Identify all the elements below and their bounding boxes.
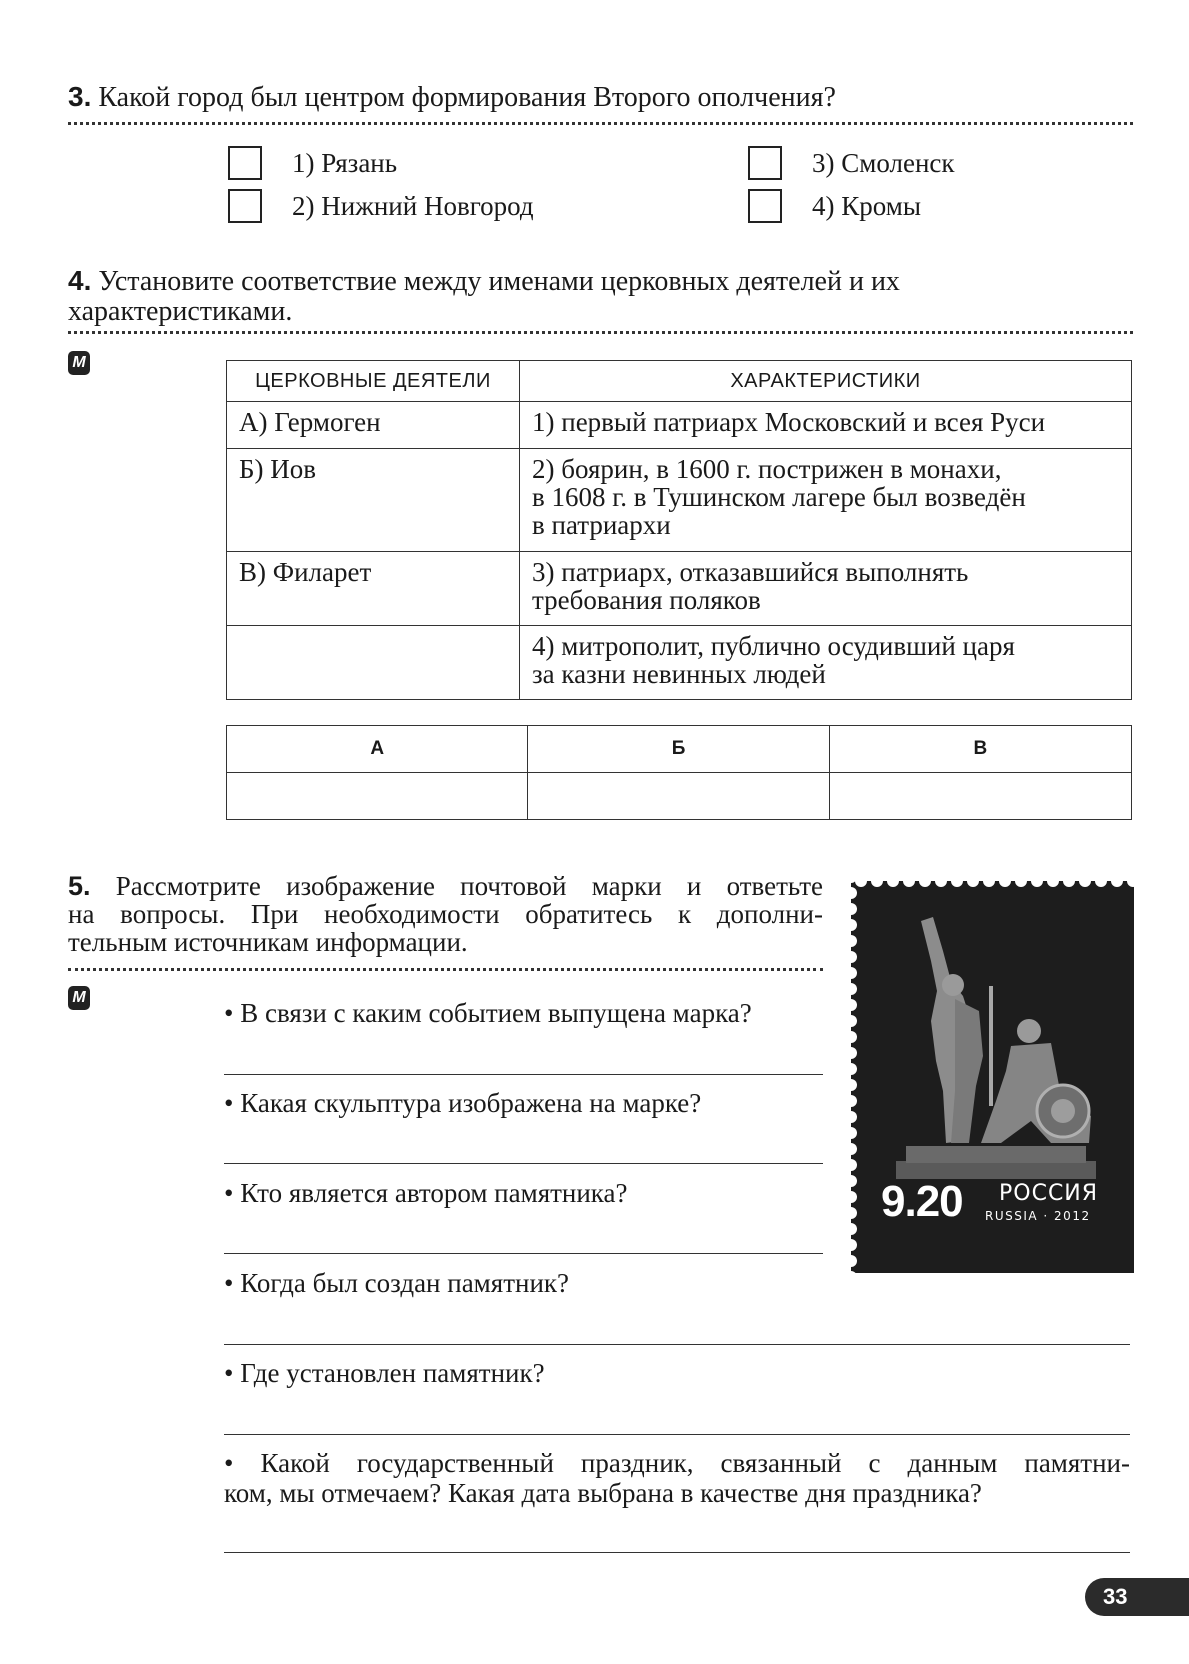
- checkbox[interactable]: [228, 146, 262, 180]
- page-number: 33: [1085, 1578, 1189, 1616]
- answer-header-b: Б: [528, 726, 829, 773]
- checkbox[interactable]: [748, 146, 782, 180]
- divider: [68, 331, 1133, 334]
- answer-table: [226, 725, 1132, 820]
- option-label: 4) Кромы: [812, 190, 921, 221]
- method-icon: М: [68, 986, 90, 1010]
- option-1[interactable]: [228, 146, 397, 180]
- answer-header-a: А: [227, 726, 528, 773]
- person-cell: А) Гермоген: [227, 402, 520, 449]
- postage-stamp: [851, 881, 1134, 1273]
- description-line: 1) первый патриарх Московский и всея Руси: [532, 407, 1046, 437]
- answer-line[interactable]: [224, 1552, 1130, 1553]
- description-line: 3) патриарх, отказавшийся выполнять: [532, 557, 969, 587]
- table-row: [227, 402, 1132, 449]
- question-4-number: 4.: [68, 265, 92, 296]
- question-3-text: Какой город был центром формирования Второго ополчения?: [98, 82, 836, 113]
- question-item: • Кто является автором памятника?: [224, 1178, 628, 1208]
- question-5-line: Рассмотрите изображение почтовой марки и ответьте: [115, 871, 823, 901]
- description-line: требования поляков: [532, 585, 761, 615]
- description-line: 2) боярин, в 1600 г. пострижен в монахи,: [532, 454, 1002, 484]
- option-label: 2) Нижний Новгород: [292, 190, 534, 221]
- answer-cell-a[interactable]: [227, 773, 528, 820]
- answer-line[interactable]: [224, 1074, 823, 1075]
- question-3-title: [68, 82, 836, 113]
- answer-cell-v[interactable]: [829, 773, 1131, 820]
- checkbox[interactable]: [228, 189, 262, 223]
- answer-line[interactable]: [224, 1344, 1130, 1345]
- table-row: [227, 626, 1132, 700]
- method-icon: М: [68, 351, 90, 375]
- table-row: [227, 449, 1132, 552]
- answer-line[interactable]: [224, 1253, 823, 1254]
- answer-line[interactable]: [224, 1163, 823, 1164]
- question-5-line: тельным источникам информации.: [68, 927, 468, 957]
- answer-cell-b[interactable]: [528, 773, 829, 820]
- question-3-number: 3.: [68, 81, 92, 112]
- column-header: ЦЕРКОВНЫЕ ДЕЯТЕЛИ: [227, 361, 520, 402]
- question-4-title: [68, 266, 900, 327]
- divider: [68, 122, 1133, 125]
- description-cell: [520, 449, 1132, 552]
- column-header: ХАРАКТЕРИСТИКИ: [520, 361, 1132, 402]
- monument-illustration: [896, 917, 1096, 1179]
- option-label: 3) Смоленск: [812, 147, 955, 178]
- option-label: 1) Рязань: [292, 147, 398, 178]
- stamp-subtitle: RUSSIA · 2012: [985, 1209, 1091, 1223]
- question-item: • Какая скульптура изображена на марке?: [224, 1088, 702, 1118]
- question-5-text: [68, 872, 823, 956]
- divider: [68, 968, 823, 971]
- option-3[interactable]: [748, 146, 955, 180]
- question-4-text: Установите соответствие между именами церковных деятелей и их: [98, 266, 900, 297]
- question-5-number: 5.: [68, 871, 91, 901]
- stamp-price: 9.20: [881, 1177, 963, 1226]
- description-line: в патриархи: [532, 510, 671, 540]
- question-item-line: • Какой государственный праздник, связанный с данным памятни-: [224, 1448, 1130, 1478]
- description-cell: [520, 552, 1132, 626]
- question-item-line: ком, мы отмечаем? Какая дата выбрана в качестве дня праздника?: [224, 1478, 982, 1508]
- question-5-line: на вопросы. При необходимости обратитесь к дополни-: [68, 899, 823, 929]
- description-line: за казни невинных людей: [532, 659, 826, 689]
- question-item: • В связи с каким событием выпущена марка?: [224, 998, 752, 1028]
- question-item: • Где установлен памятник?: [224, 1358, 545, 1388]
- question-item: • Когда был создан памятник?: [224, 1268, 569, 1298]
- matching-table: [226, 360, 1132, 700]
- description-line: 4) митрополит, публично осудивший царя: [532, 631, 1015, 661]
- person-cell: В) Филарет: [227, 552, 520, 626]
- table-row: [227, 552, 1132, 626]
- checkbox[interactable]: [748, 189, 782, 223]
- answer-line[interactable]: [224, 1434, 1130, 1435]
- person-cell: [227, 626, 520, 700]
- stamp-country: РОССИЯ: [999, 1181, 1099, 1206]
- description-cell: [520, 402, 1132, 449]
- answer-header-v: В: [829, 726, 1131, 773]
- question-4-text-line2: характеристиками.: [68, 296, 293, 327]
- person-cell: Б) Иов: [227, 449, 520, 552]
- option-4[interactable]: [748, 189, 921, 223]
- question-item: [224, 1448, 1130, 1508]
- option-2[interactable]: [228, 189, 534, 223]
- description-cell: [520, 626, 1132, 700]
- description-line: в 1608 г. в Тушинском лагере был возведён: [532, 482, 1026, 512]
